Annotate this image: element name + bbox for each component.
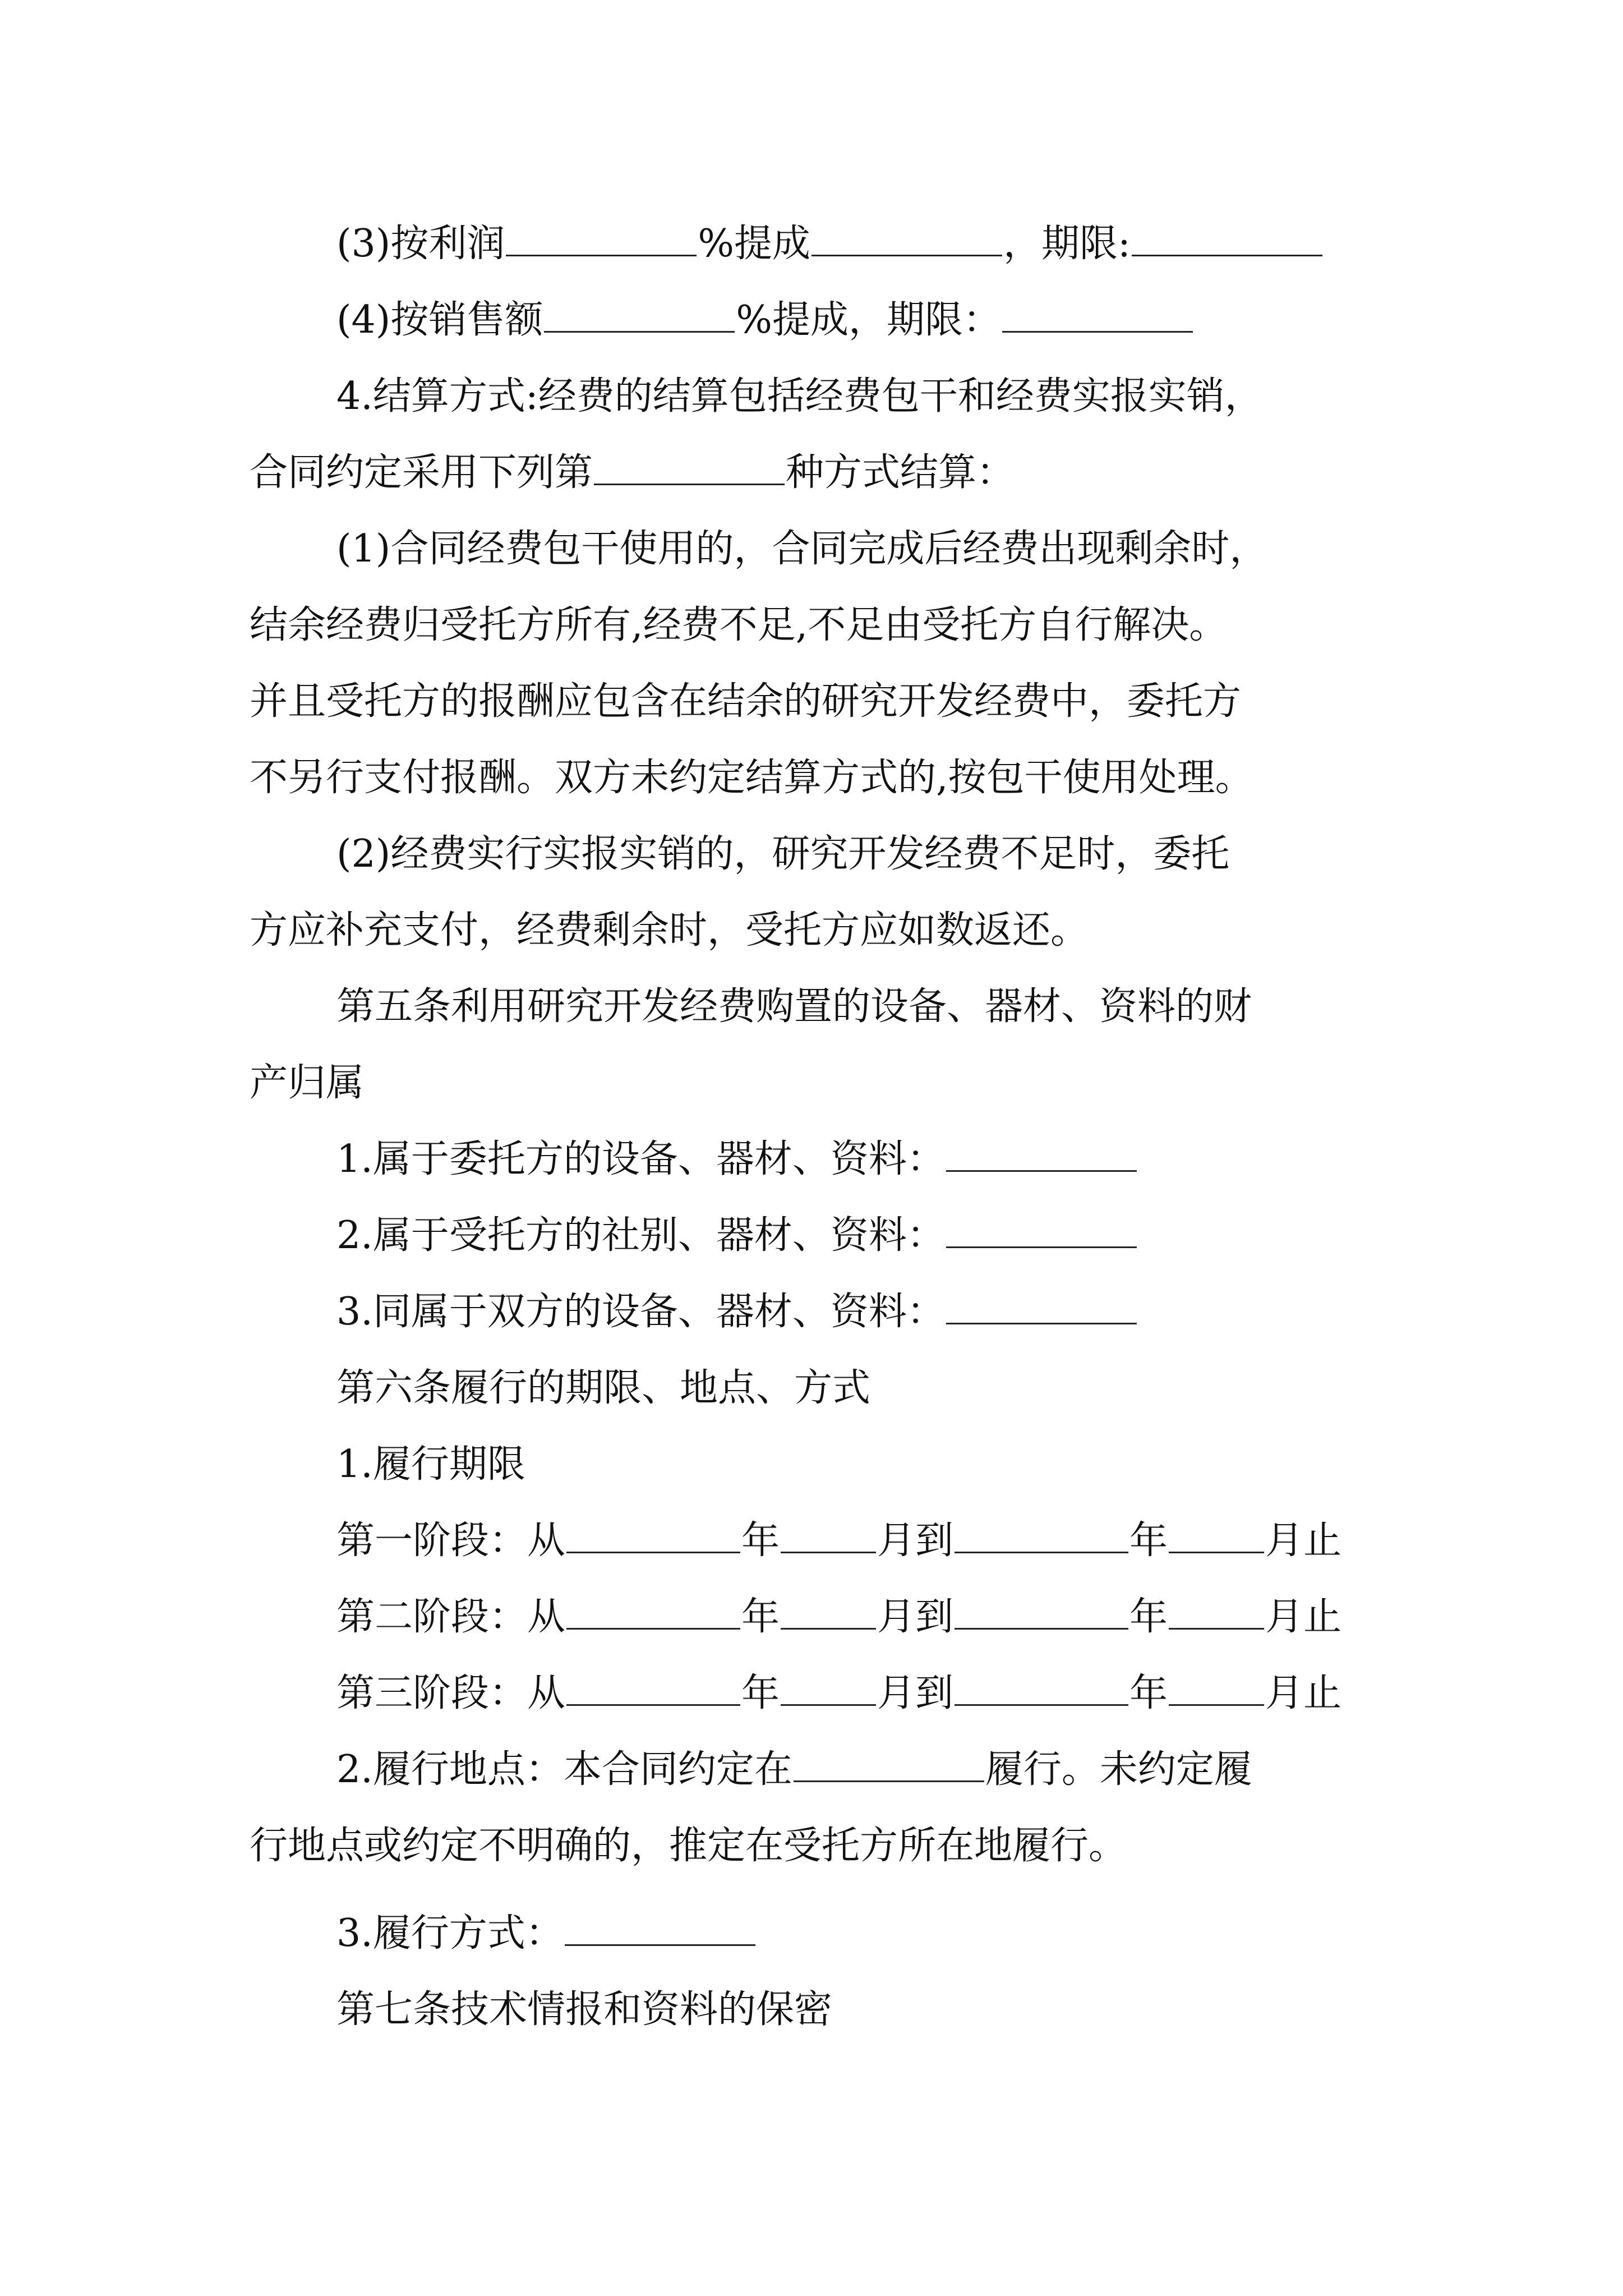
fill-blank (594, 450, 785, 485)
fill-blank (781, 1594, 876, 1630)
fill-blank (1169, 1518, 1264, 1553)
text-line (250, 1052, 364, 1114)
text-segment: (2)经费实行实报实销的，研究开发经费不足时，委托 (336, 832, 1230, 876)
fill-blank (946, 1213, 1137, 1248)
text-segment: 2.属于受托方的社别、器材、资料： (336, 1213, 945, 1258)
text-segment: 年 (741, 1595, 780, 1639)
text-line (336, 1281, 1138, 1343)
text-line (250, 595, 1227, 656)
text-line (336, 1979, 832, 2041)
text-segment: 3.履行方式： (336, 1911, 564, 1955)
text-line (336, 518, 1267, 580)
text-segment: (1)合同经费包干使用的，合同完成后经费出现剩余时， (336, 527, 1268, 571)
fill-blank (506, 221, 697, 256)
text-segment: 4.结算方式:经费的结算包括经费包干和经费实报实销， (336, 374, 1263, 418)
fill-blank (544, 297, 735, 333)
fill-blank (946, 1137, 1137, 1172)
text-segment: 第三阶段：从 (336, 1671, 566, 1715)
text-segment: 1.属于委托方的设备、器材、资料： (336, 1137, 945, 1181)
text-segment: 月止 (1265, 1595, 1342, 1639)
text-line (336, 1903, 757, 1964)
text-line (336, 366, 1263, 427)
fill-blank (566, 1518, 740, 1553)
fill-blank (955, 1518, 1128, 1553)
text-segment: 合同约定采用下列第 (250, 450, 593, 495)
fill-blank (566, 1594, 740, 1630)
fill-blank (565, 1911, 755, 1946)
text-line (336, 1510, 1341, 1572)
text-segment: 月到 (877, 1595, 954, 1639)
text-segment: 履行。未约定履 (985, 1747, 1252, 1792)
text-line (336, 289, 1194, 351)
text-segment: 结余经费归受托方所有,经费不足,不足由受托方自行解决。 (250, 603, 1228, 647)
text-segment: %提成 (698, 222, 810, 266)
text-segment: 月到 (877, 1519, 954, 1563)
fill-blank (1169, 1594, 1264, 1630)
fill-blank (1002, 297, 1193, 333)
text-segment: 第五条利用研究开发经费购置的设备、器材、资料的财 (336, 984, 1252, 1029)
text-line (336, 1434, 525, 1496)
text-segment: 年 (741, 1519, 780, 1563)
text-line (250, 442, 1015, 504)
text-segment: 第二阶段：从 (336, 1595, 566, 1639)
text-segment: 方应补充支付，经费剩余时，受托方应如数返还。 (250, 908, 1089, 953)
fill-blank (1169, 1671, 1264, 1706)
text-line (336, 213, 1324, 275)
fill-blank (781, 1518, 876, 1553)
text-line (336, 1663, 1341, 1724)
text-line (250, 900, 1089, 961)
fill-blank (781, 1671, 876, 1706)
text-segment: 第一阶段：从 (336, 1519, 566, 1563)
text-segment: 月到 (877, 1671, 954, 1715)
text-segment: 3.同属于双方的设备、器材、资料： (336, 1290, 945, 1334)
fill-blank (955, 1594, 1128, 1630)
text-segment: 1.履行期限 (336, 1442, 525, 1487)
text-line (336, 976, 1252, 1038)
fill-blank (1132, 221, 1322, 256)
text-segment: 年 (1129, 1519, 1168, 1563)
text-line (336, 1205, 1138, 1267)
text-line (336, 1358, 870, 1419)
text-segment: 月止 (1265, 1519, 1342, 1563)
text-segment: 年 (741, 1671, 780, 1715)
text-line (336, 1586, 1341, 1648)
text-line (336, 823, 1229, 885)
fill-blank (946, 1289, 1137, 1324)
text-line (336, 1129, 1138, 1190)
text-segment: 不另行支付报酬。双方未约定结算方式的,按包干使用处理。 (250, 756, 1253, 800)
text-segment: 年 (1129, 1671, 1168, 1715)
text-segment: %提成，期限： (736, 298, 1001, 342)
text-segment: 行地点或约定不明确的，推定在受托方所在地履行。 (250, 1824, 1127, 1868)
text-line (250, 747, 1253, 809)
text-segment: 2.履行地点：本合同约定在 (336, 1747, 792, 1792)
text-line (250, 671, 1241, 733)
fill-blank (811, 221, 1002, 256)
text-segment: 第七条技术情报和资料的保密 (336, 1987, 833, 2032)
text-line (250, 1815, 1127, 1877)
text-segment: (3)按利润 (336, 222, 505, 266)
fill-blank (566, 1671, 740, 1706)
fill-blank (955, 1671, 1128, 1706)
text-segment: 种方式结算： (786, 450, 1015, 495)
text-segment: 月止 (1265, 1671, 1342, 1715)
text-segment: ，期限: (1003, 222, 1131, 266)
text-segment: (4)按销售额 (336, 298, 543, 342)
text-segment: 并且受托方的报酬应包含在结余的研究开发经费中，委托方 (250, 679, 1242, 724)
text-segment: 产归属 (250, 1061, 365, 1105)
text-segment: 年 (1129, 1595, 1168, 1639)
text-segment: 第六条履行的期限、地点、方式 (336, 1366, 871, 1410)
text-line (336, 1739, 1252, 1801)
fill-blank (794, 1747, 984, 1782)
